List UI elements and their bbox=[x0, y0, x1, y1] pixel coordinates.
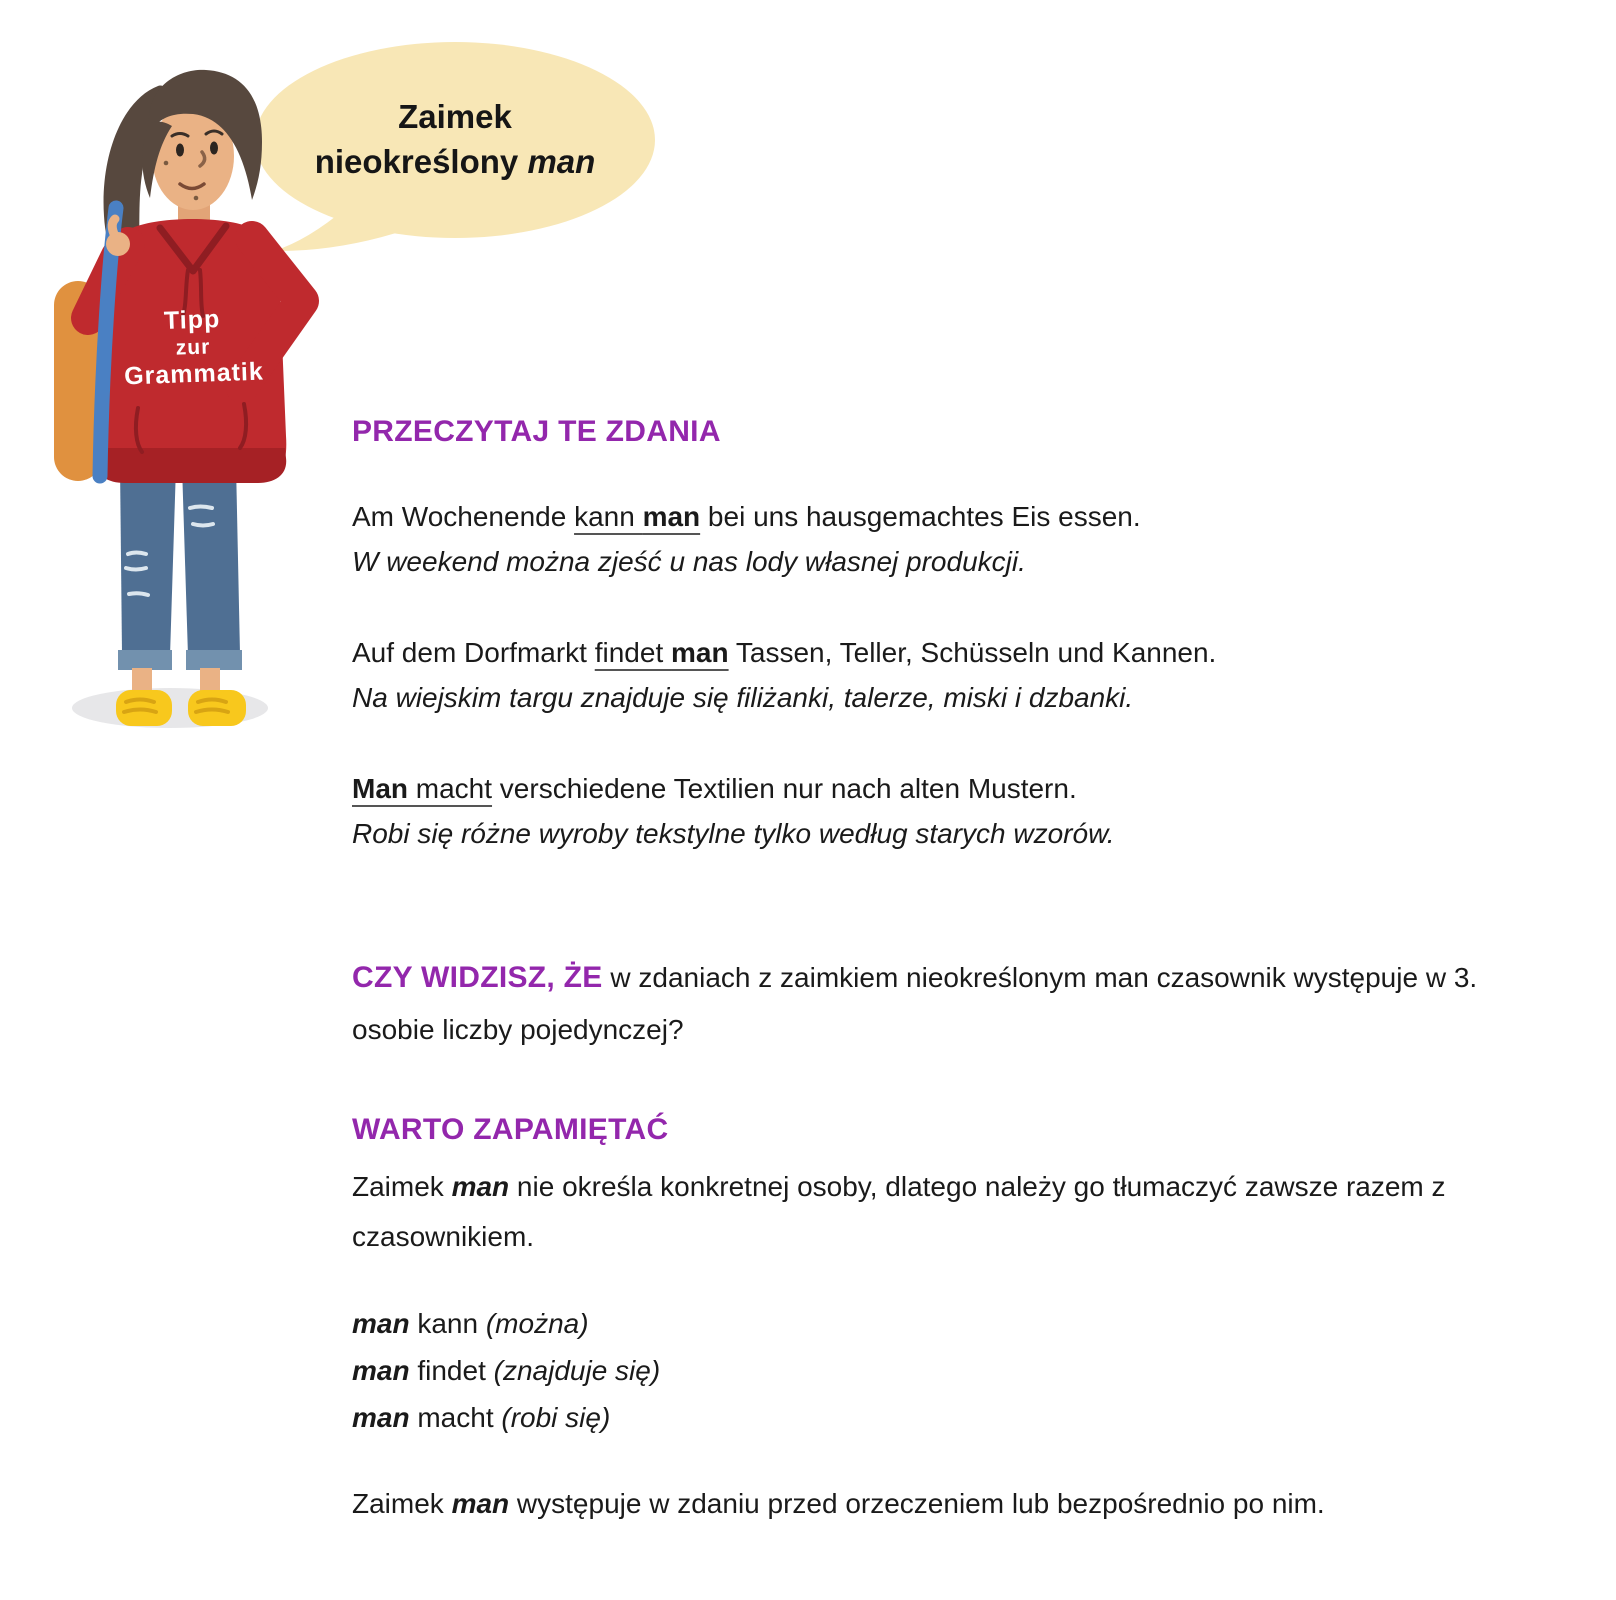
example-1 bbox=[352, 494, 1502, 584]
form-line-1: man kann (można) bbox=[352, 1308, 589, 1339]
form-line-2: man findet (znajduje się) bbox=[352, 1355, 661, 1386]
speech-bubble-man: man bbox=[527, 143, 596, 180]
example-3-man: Man bbox=[352, 773, 408, 804]
notice-text: w zdaniach z zaimkiem nieokreślonym man czasownik występuje w 3. osobie liczby pojedynczej? bbox=[352, 962, 1478, 1045]
remember-intro: Zaimek man nie określa konkretnej osoby, dlatego należy go tłumaczyć zawsze razem z czasownikiem. bbox=[352, 1171, 1446, 1252]
final-note-man: man bbox=[451, 1488, 510, 1519]
jeans-left-leg bbox=[120, 464, 176, 656]
final-note: Zaimek man występuje w zdaniu przed orzeczeniem lub bezpośrednio po nim. bbox=[352, 1488, 1325, 1519]
hoodie-text-line1: Tipp bbox=[163, 305, 221, 335]
example-3-polish: Robi się różne wyroby tekstylne tylko według starych wzorów. bbox=[352, 818, 1115, 849]
example-3-underline: Man macht bbox=[352, 773, 493, 804]
notice-paragraph bbox=[352, 952, 1502, 1056]
remember-heading: WARTO ZAPAMIĘTAĆ bbox=[352, 1113, 669, 1146]
example-1-man: man bbox=[642, 501, 701, 532]
lesson-content bbox=[352, 414, 1502, 1526]
speech-bubble-line2: nieokreślony man bbox=[314, 143, 596, 180]
example-2-underline: findet man bbox=[594, 637, 729, 668]
man-forms-list bbox=[352, 1300, 1502, 1441]
example-1-underline: kann man bbox=[574, 501, 701, 532]
example-2-polish: Na wiejskim targu znajduje się filiżanki, talerze, miski i dzbanki. bbox=[352, 682, 1134, 713]
jeans-left-cuff bbox=[118, 650, 172, 670]
example-2-german: Auf dem Dorfmarkt findet man Tassen, Teller, Schüsseln und Kannen. bbox=[352, 637, 1217, 668]
read-sentences-heading: PRZECZYTAJ TE ZDANIA bbox=[352, 415, 721, 448]
example-1-german: Am Wochenende kann man bei uns hausgemachtes Eis essen. bbox=[352, 501, 1141, 532]
example-3-german: Man macht verschiedene Textilien nur nach alten Mustern. bbox=[352, 773, 1077, 804]
form-line-3: man macht (robi się) bbox=[352, 1402, 611, 1433]
example-2 bbox=[352, 630, 1502, 720]
hoodie-hem bbox=[96, 448, 286, 483]
student-illustration bbox=[30, 56, 340, 736]
jeans-right-leg bbox=[182, 464, 240, 656]
notice-inline-heading: CZY WIDZISZ, ŻE bbox=[352, 961, 603, 994]
hoodie-text-line2: zur bbox=[175, 335, 211, 360]
jeans-right-cuff bbox=[186, 650, 242, 670]
example-1-polish: W weekend można zjeść u nas lody własnej produkcji. bbox=[352, 546, 1026, 577]
hoodie-text-line3: Grammatik bbox=[123, 357, 265, 391]
remember-intro-man: man bbox=[451, 1171, 510, 1202]
speech-bubble-line1: Zaimek bbox=[398, 98, 512, 135]
example-3 bbox=[352, 766, 1502, 856]
example-2-man: man bbox=[671, 637, 729, 668]
